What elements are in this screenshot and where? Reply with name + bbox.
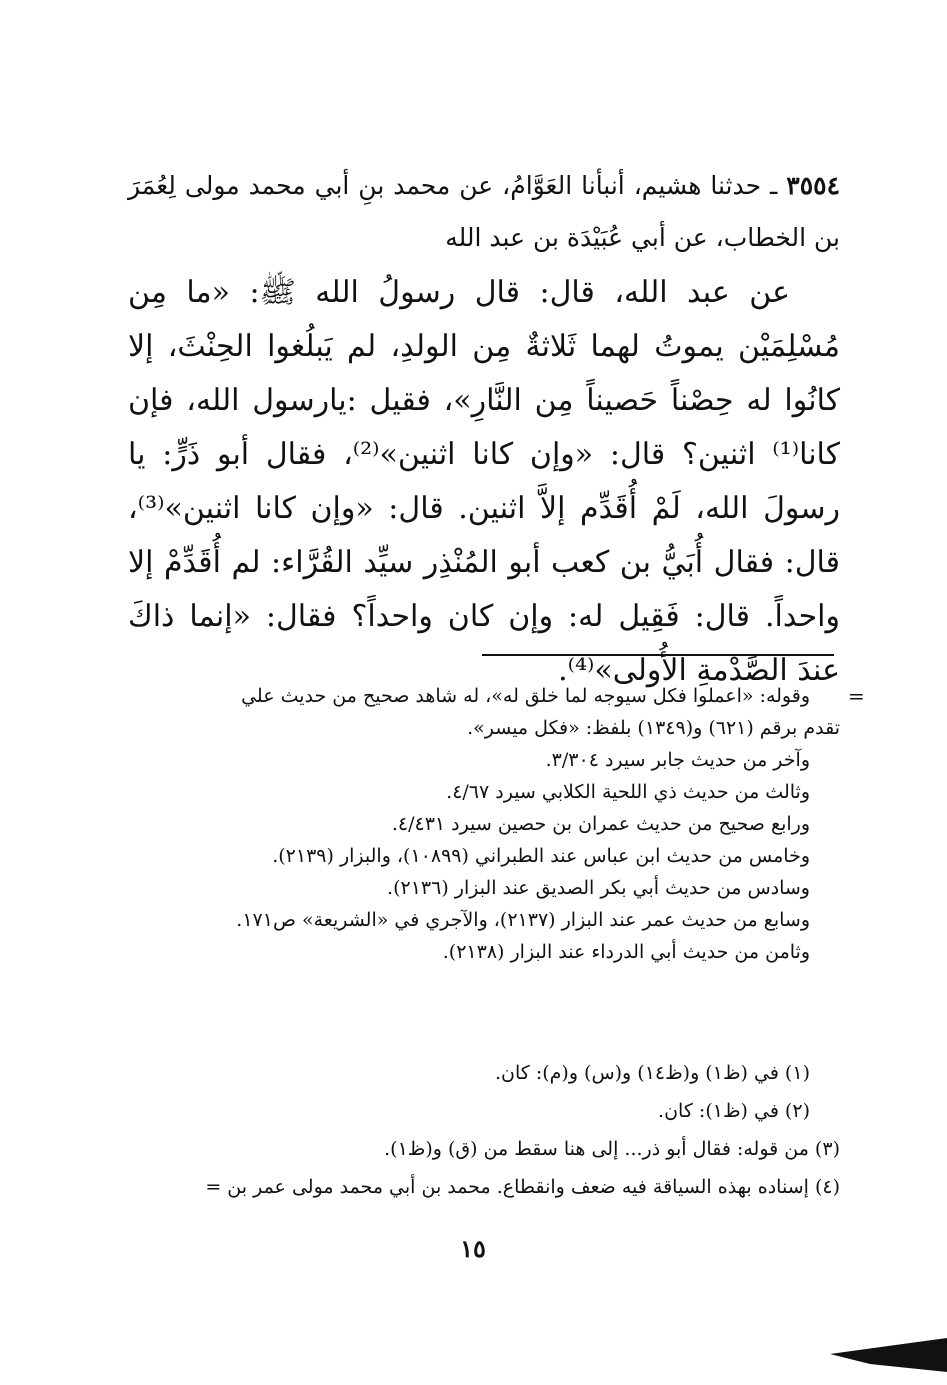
continuation-mark: = [848,684,865,708]
page-number: ١٥ [460,1234,486,1263]
hadith-number: ٣٥٥٤ [786,171,841,200]
isnad-text: ـ حدثنا هشيم، أنبأنا العَوَّامُ، عن محمد بنِ أبي محمد مولى لِعُمَرَ بن الخطاب، عن أبي عُبَيْدَة بن عبد الله [128,171,840,252]
footnote-1: (١) في (ظ١) و(ظ١٤) و(س) و(م): كان. [494,1062,810,1084]
footnotes [128,1054,840,1206]
note-line: وآخر من حديث جابر سيرد ٣/٣٠٤. [545,749,810,771]
note-line: ورابع صحيح من حديث عمران بن حصين سيرد ٤/٤٣١. [391,813,810,835]
footnote-2: (٢) في (ظ١): كان. [658,1100,810,1122]
footnote-separator [482,654,834,656]
hadith-isnad [128,160,840,264]
note-line: وخامس من حديث ابن عباس عند الطبراني (١٠٨٩٩)، والبزار (٢١٣٩). [272,845,810,867]
footnote-3: (٣) من قوله: فقال أبو ذر... إلى هنا سقط من (ق) و(ظ١). [384,1138,840,1160]
note-line: تقدم برقم (٦٢١) و(١٣٤٩) بلفظ: «فكل ميسر». [467,717,840,739]
commentary-notes [128,680,840,968]
matn-text: عن عبد الله، قال: قال رسولُ الله ﷺ: «ما مِن مُسْلِمَيْن يموتُ لهما ثَلاثةٌ مِن الولدِ، لم يَبلُغوا الحِنْثَ، إلا كانُوا له حِصْناً حَصيناً مِن النَّارِ»، فقيل :يارسول الله، فإن كانا⁽¹⁾ اثنين؟ قال: «وإن كانا اثنين»⁽²⁾، فقال أبو ذَرٍّ: يا رسولَ الله، لَمْ أُقَدِّم إلاَّ اثنين. قال: «وإن كانا اثنين»⁽³⁾، قال: فقال أُبَيُّ بن كعب أبو المُنْذِر سيِّد القُرَّاء: لم أُقَدِّمْ إلا واحداً. قال: فَقِيل له: وإن كان واحداً؟ فقال: «إنما ذاكَ عندَ الصَّدْمةِ الأُولى»⁽⁴⁾. [128,275,840,688]
note-line: وسادس من حديث أبي بكر الصديق عند البزار (٢١٣٦). [387,877,810,899]
note-line: وقوله: «اعملوا فكل سيوجه لما خلق له»، له شاهد صحيح من حديث علي [241,685,810,707]
footnote-4: (٤) إسناده بهذه السياقة فيه ضعف وانقطاع. محمد بن أبي محمد مولى عمر بن = [205,1176,840,1198]
note-line: وثامن من حديث أبي الدرداء عند البزار (٢١٣٨). [442,941,810,963]
scan-edge-mark [830,1338,947,1372]
note-line: وثالث من حديث ذي اللحية الكلابي سيرد ٤/٦٧. [446,781,810,803]
hadith-matn [128,266,840,698]
note-line: وسابع من حديث عمر عند البزار (٢١٣٧)، والآجري في «الشريعة» ص١٧١. [236,909,810,931]
